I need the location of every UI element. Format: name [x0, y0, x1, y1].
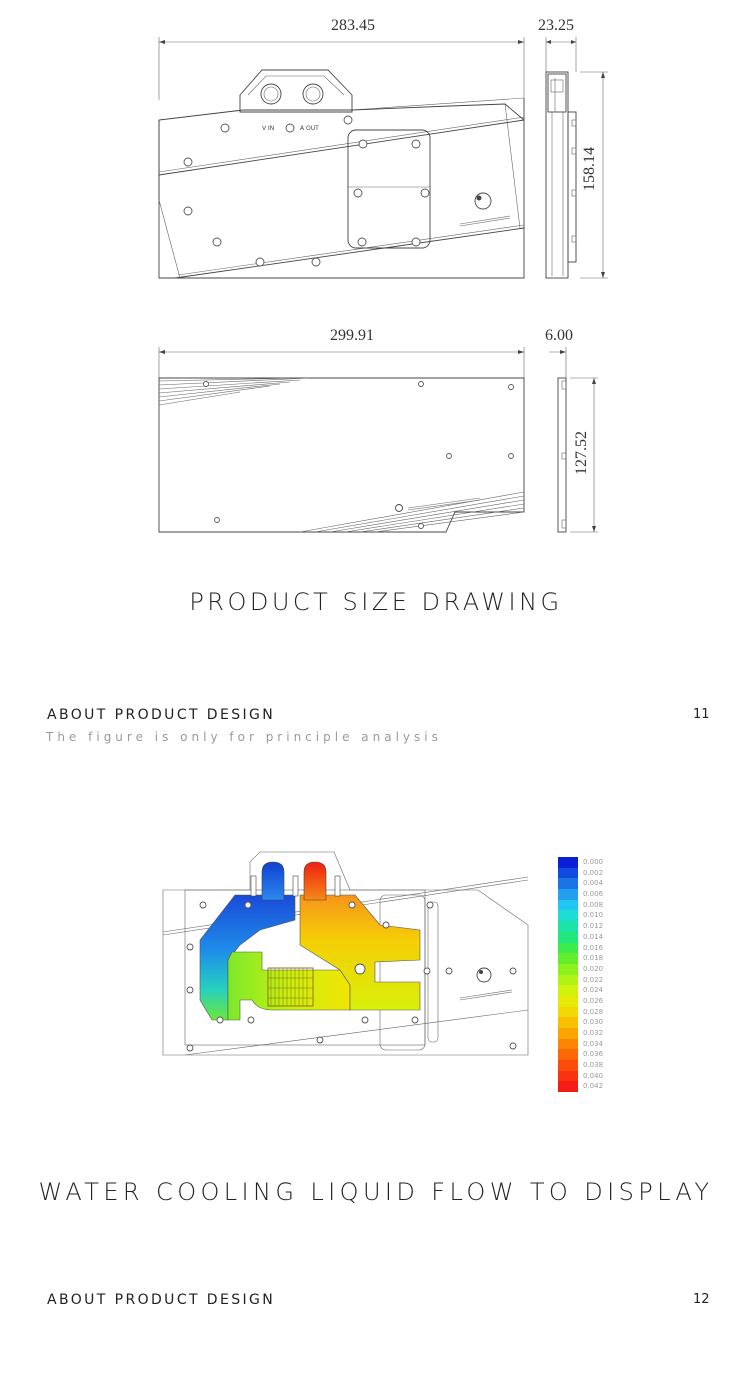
legend-color-swatch: [558, 889, 578, 900]
height-dimension-158: 158.14: [581, 147, 598, 191]
product-size-drawing-title: PRODUCT SIZE DRAWING: [189, 588, 563, 616]
legend-color-swatch: [558, 878, 578, 889]
legend-value-label: 0.008: [583, 900, 604, 909]
legend-value-label: 0.028: [583, 1007, 604, 1016]
about-product-design-heading-2: ABOUT PRODUCT DESIGN: [47, 1292, 276, 1308]
legend-color-swatch: [558, 1028, 578, 1039]
legend-color-swatch: [558, 985, 578, 996]
width-dimension-299: 299.91: [330, 327, 374, 344]
legend-color-swatch: [558, 1081, 578, 1092]
flow-speed-legend: [558, 857, 578, 1092]
page-number-11: 11: [693, 707, 710, 722]
legend-value-label: 0.024: [583, 986, 604, 995]
legend-value-label: 0.000: [583, 858, 604, 866]
legend-color-swatch: [558, 953, 578, 964]
legend-color-swatch: [558, 943, 578, 954]
side-width-dimension-6: 6.00: [545, 327, 573, 344]
legend-value-label: 0.032: [583, 1029, 604, 1037]
legend-value-label: 0.002: [583, 868, 604, 877]
legend-color-swatch: [558, 996, 578, 1007]
principle-analysis-note: The figure is only for principle analysis: [46, 730, 442, 744]
about-product-design-heading-1: ABOUT PRODUCT DESIGN: [47, 707, 276, 723]
water-cooling-flow-title: WATER COOLING LIQUID FLOW TO DISPLAY: [38, 1178, 714, 1206]
legend-color-swatch: [558, 975, 578, 986]
legend-color-swatch: [558, 868, 578, 879]
legend-value-label: 0.006: [583, 890, 604, 899]
legend-value-label: 0.004: [583, 879, 604, 888]
legend-value-label: 0.014: [583, 932, 604, 941]
side-width-dimension-23: 23.25: [538, 17, 574, 34]
legend-color-swatch: [558, 1039, 578, 1050]
legend-value-label: 0.012: [583, 922, 604, 931]
legend-color-swatch: [558, 1017, 578, 1028]
legend-color-swatch: [558, 1060, 578, 1071]
legend-color-swatch: [558, 857, 578, 868]
svg-text:V IN: V IN: [262, 125, 275, 132]
legend-value-label: 0.022: [583, 975, 604, 984]
legend-value-label: 0.036: [583, 1050, 604, 1059]
legend-value-label: 0.030: [583, 1018, 604, 1027]
legend-value-label: 0.026: [583, 996, 604, 1005]
legend-value-label: 0.010: [583, 911, 604, 920]
legend-color-swatch: [558, 910, 578, 921]
legend-value-label: 0.038: [583, 1061, 604, 1070]
legend-color-swatch: [558, 1007, 578, 1018]
legend-value-label: 0.020: [583, 964, 604, 973]
legend-color-swatch: [558, 1071, 578, 1082]
legend-value-label: 0.040: [583, 1071, 604, 1080]
flow-speed-legend-labels: [583, 857, 603, 1092]
legend-color-swatch: [558, 964, 578, 975]
legend-color-swatch: [558, 900, 578, 911]
legend-value-label: 0.016: [583, 943, 604, 952]
legend-value-label: 0.042: [583, 1082, 604, 1091]
width-dimension-283: 283.45: [331, 17, 375, 34]
page-number-12: 12: [693, 1292, 710, 1307]
legend-value-label: 0.018: [583, 954, 604, 963]
legend-color-swatch: [558, 932, 578, 943]
legend-color-swatch: [558, 921, 578, 932]
legend-color-swatch: [558, 1049, 578, 1060]
legend-value-label: 0.034: [583, 1039, 604, 1048]
height-dimension-127: 127.52: [573, 431, 590, 475]
svg-text:A OUT: A OUT: [300, 125, 319, 132]
